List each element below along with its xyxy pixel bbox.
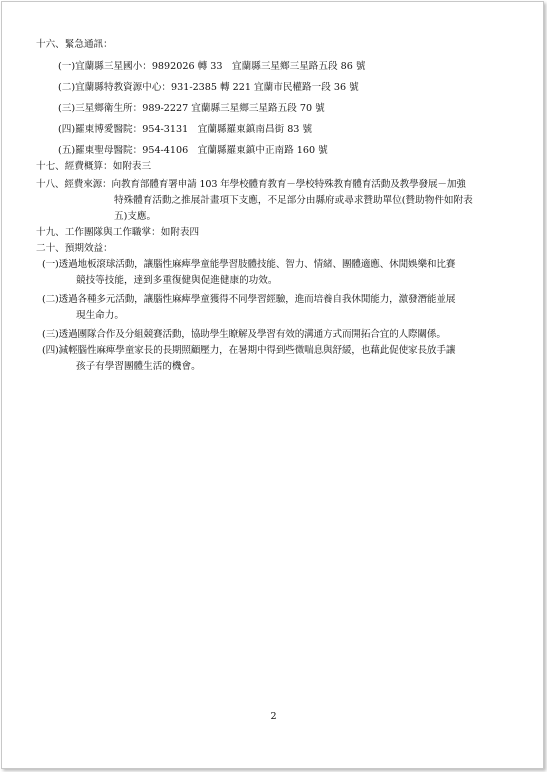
benefit-line: 現生命力。 (76, 310, 124, 321)
benefit-line: 孩子有學習團體生活的機會。 (76, 361, 201, 372)
contact-item: (四)羅東博愛醫院：954-3131 宜蘭縣羅東鎮南昌街 83 號 (58, 124, 313, 135)
contact-item: (三)三星鄉衛生所：989-2227 宜蘭縣三星鄉三星路五段 70 號 (58, 103, 325, 114)
benefit-line: (四)減輕腦性麻痺學童家長的長期照顧壓力，在暑期中得到些微喘息與舒緩，也藉此促使家長放手讓 (42, 345, 456, 356)
benefit-line: (二)透過各種多元活動，讓腦性麻痺學童獲得不同學習經驗，進而培養自我休閒能力，激發潛能並展 (42, 294, 456, 305)
section17: 十七、經費概算：如附表三 (36, 161, 152, 172)
contact-item: (二)宜蘭縣特教資源中心：931-2385 轉 221 宜蘭市民權路一段 36 號 (58, 82, 359, 93)
section18-line: 十八、經費來源：向教育部體育署申請 103 年學校體育教育－學校特殊教育體育活動及教學發展－加強 (36, 179, 466, 190)
page-number: 2 (270, 711, 277, 722)
section18-line: 特殊體育活動之推展計畫項下支應，不足部分由縣府或尋求贊助單位(贊助物件如附表 (114, 195, 473, 206)
section16-heading: 十六、緊急通訊： (36, 39, 113, 50)
section18-line: 五)支應。 (114, 211, 157, 222)
contact-item: (五)羅東聖母醫院：954-4106 宜蘭縣羅東鎮中正南路 160 號 (58, 145, 328, 156)
section20-heading: 二十、預期效益： (36, 243, 113, 254)
benefit-line: (一)透過地板滾球活動，讓腦性麻痺學童能學習肢體技能、智力、情緒、團體適應、休閒娛樂和比賽 (42, 259, 456, 270)
benefit-line: 競技等技能，達到多重復健與促進健康的功效。 (76, 275, 278, 286)
contact-item: (一)宜蘭縣三星國小：9892026 轉 33 宜蘭縣三星鄉三星路五段 86 號 (58, 61, 366, 72)
benefit-line: (三)透過團隊合作及分組競賽活動，協助學生瞭解及學習有效的溝通方式而開拓合宜的人際關係。 (42, 329, 446, 340)
section19: 十九、工作團隊與工作職掌：如附表四 (36, 227, 200, 238)
